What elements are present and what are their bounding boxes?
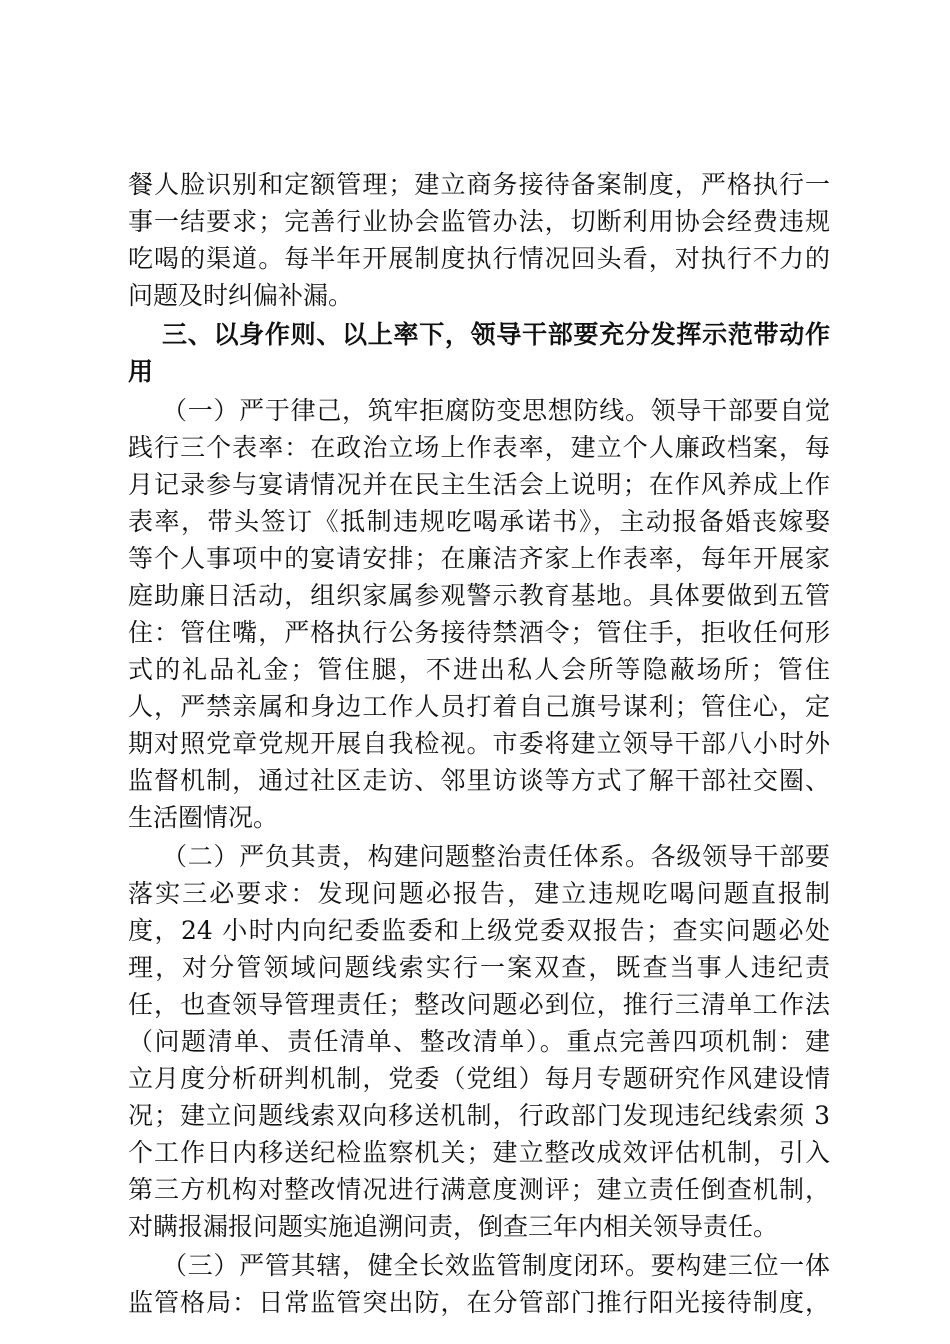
text-line: （问题清单、责任清单、整改清单）。重点完善四项机制：建 bbox=[128, 1027, 830, 1056]
text-line: 吃喝的渠道。每半年开展制度执行情况回头看，对执行不力的 bbox=[128, 244, 830, 273]
text-line: 住：管住嘴，严格执行公务接待禁酒令；管住手，拒收任何形 bbox=[128, 618, 830, 647]
text-line: 表率，带头签订《抵制违规吃喝承诺书》，主动报备婚丧嫁娶 bbox=[128, 507, 830, 536]
text-line: 人，严禁亲属和身边工作人员打着自己旗号谋利；管住心，定 bbox=[128, 692, 830, 721]
text-line: 立月度分析研判机制，党委（党组）每月专题研究作风建设情 bbox=[128, 1064, 830, 1093]
text-line: 庭助廉日活动，组织家属参观警示教育基地。具体要做到五管 bbox=[128, 581, 830, 610]
text-line: 监督机制，通过社区走访、邻里访谈等方式了解干部社交圈、 bbox=[128, 766, 830, 795]
text-line: 第三方机构对整改情况进行满意度测评；建立责任倒查机制， bbox=[128, 1175, 830, 1204]
text-line: （三）严管其辖，健全长效监管制度闭环。要构建三位一体 bbox=[162, 1251, 830, 1280]
text-line: 式的礼品礼金；管住腿，不进出私人会所等隐蔽场所；管住 bbox=[128, 655, 830, 684]
text-line: （一）严于律己，筑牢拒腐防变思想防线。领导干部要自觉 bbox=[162, 396, 830, 425]
text-line: 监管格局：日常监管突出防，在分管部门推行阳光接待制度， bbox=[128, 1288, 830, 1317]
heading-line: 三、以身作则、以上率下，领导干部要充分发挥示范带动作 bbox=[162, 320, 830, 349]
text-line: 等个人事项中的宴请安排；在廉洁齐家上作表率，每年开展家 bbox=[128, 544, 830, 573]
text-line: 践行三个表率：在政治立场上作表率，建立个人廉政档案，每 bbox=[128, 433, 830, 462]
text-line: （二）严负其责，构建问题整治责任体系。各级领导干部要 bbox=[162, 842, 830, 871]
text-line: 餐人脸识别和定额管理；建立商务接待备案制度，严格执行一 bbox=[128, 170, 830, 199]
text-line: 月记录参与宴请情况并在民主生活会上说明；在作风养成上作 bbox=[128, 470, 830, 499]
text-line: 理，对分管领域问题线索实行一案双查，既查当事人违纪责 bbox=[128, 953, 830, 982]
text-line: 问题及时纠偏补漏。 bbox=[128, 281, 354, 310]
text-line: 个工作日内移送纪检监察机关；建立整改成效评估机制，引入 bbox=[128, 1138, 830, 1167]
text-line: 况；建立问题线索双向移送机制，行政部门发现违纪线索须 3 bbox=[128, 1101, 830, 1130]
text-line: 事一结要求；完善行业协会监管办法，切断利用协会经费违规 bbox=[128, 207, 830, 236]
text-line: 期对照党章党规开展自我检视。市委将建立领导干部八小时外 bbox=[128, 729, 830, 758]
heading-line: 用 bbox=[128, 357, 154, 386]
text-line: 任，也查领导管理责任；整改问题必到位，推行三清单工作法 bbox=[128, 990, 830, 1019]
text-line: 度，24 小时内向纪委监委和上级党委双报告；查实问题必处 bbox=[128, 916, 830, 945]
text-line: 对瞒报漏报问题实施追溯问责，倒查三年内相关领导责任。 bbox=[128, 1212, 779, 1241]
text-line: 生活圈情况。 bbox=[128, 803, 279, 832]
text-line: 落实三必要求：发现问题必报告，建立违规吃喝问题直报制 bbox=[128, 879, 830, 908]
